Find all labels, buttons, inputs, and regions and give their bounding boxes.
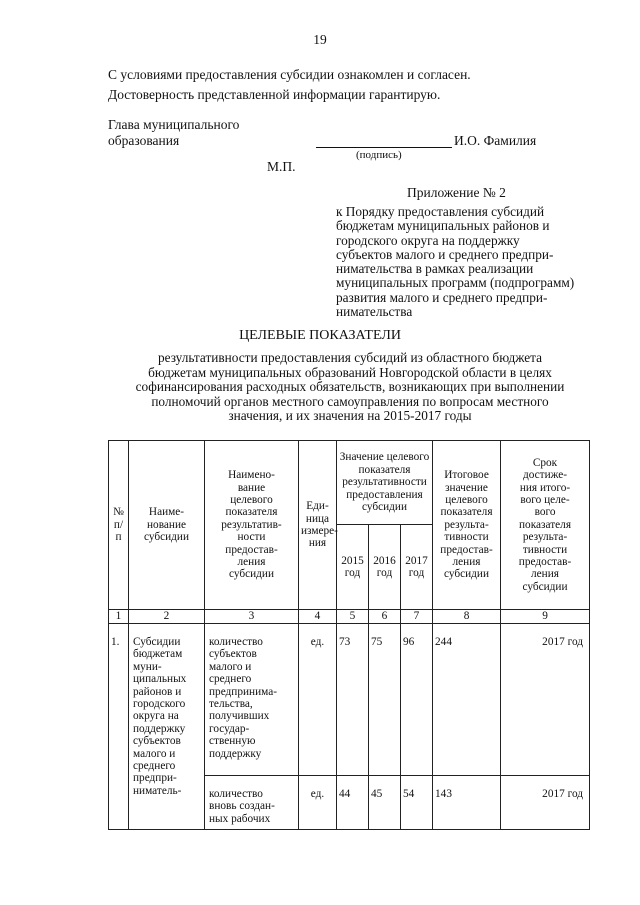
value-2016: 45: [369, 776, 401, 830]
header-text: ния: [308, 537, 327, 550]
cell-text: округа на: [133, 710, 179, 723]
appendix-title: Приложение № 2: [407, 185, 506, 200]
cell-text: среднего: [209, 673, 252, 686]
heading-line: полномочий органов местного самоуправления по вопросам местного: [151, 393, 549, 409]
subsidy-name: [129, 624, 205, 830]
cell-text: малого и: [133, 747, 176, 760]
column-number: 9: [501, 610, 590, 624]
cell-text: субъектов: [209, 648, 257, 661]
cell-text: субъектов: [133, 735, 181, 748]
appendix-line: субъектов малого и среднего предпри-: [336, 246, 554, 262]
cell-text: государ-: [209, 722, 250, 735]
cell-text: поддержку: [209, 747, 262, 760]
header-text: ния итого-: [519, 481, 571, 494]
appendix-line: нимательства: [336, 304, 413, 320]
indicator-name: [205, 776, 299, 830]
indicators-table: [108, 440, 590, 830]
header-text: результативности: [342, 476, 427, 489]
header-value-group: [337, 441, 433, 525]
header-text: год: [344, 567, 361, 579]
header-text: вого целе-: [520, 493, 570, 506]
total-value: 143: [433, 776, 501, 830]
header-text: Наиме-: [148, 506, 185, 519]
column-number: 5: [337, 610, 369, 624]
header-text: ления: [531, 568, 559, 581]
header-text: показателя: [519, 518, 572, 531]
header-unit: [299, 441, 337, 610]
appendix-line: городского округа на поддержку: [336, 232, 520, 248]
cell-text: количество: [209, 636, 263, 648]
cell-text: бюджетам: [133, 648, 183, 661]
column-number: 2: [129, 610, 205, 624]
cell-text: вновь создан-: [209, 800, 275, 813]
cell-text: предпри-: [133, 772, 177, 785]
header-text: субсидии: [228, 568, 274, 581]
header-text: Еди-: [306, 500, 329, 513]
statement-line-1: С условиями предоставления субсидии ознакомлен и согласен.: [108, 67, 471, 82]
stamp-label: М.П.: [267, 159, 296, 174]
header-text: показателя: [440, 506, 493, 519]
unit-cell: ед.: [299, 776, 337, 830]
header-text: субсидии: [522, 580, 568, 593]
heading-line: софинансирования расходных обязательств, возникающих при выполнении: [135, 379, 565, 395]
header-text: тивности: [522, 543, 568, 556]
header-total: [433, 441, 501, 610]
row-number: 1.: [109, 624, 129, 830]
indicator-name: [205, 624, 299, 776]
header-text: предостав-: [225, 543, 278, 556]
appendix-line: к Порядку предоставления субсидий: [336, 204, 545, 219]
column-number: 3: [205, 610, 299, 624]
column-number: 7: [401, 610, 433, 624]
cell-text: районов и: [133, 685, 182, 698]
column-number: 6: [369, 610, 401, 624]
signature-name: И.О. Фамилия: [454, 133, 537, 148]
document-heading: ЦЕЛЕВЫЕ ПОКАЗАТЕЛИ: [239, 328, 401, 343]
unit-cell: ед.: [299, 624, 337, 776]
header-text: результа-: [444, 518, 489, 531]
header-text: 2017: [405, 554, 428, 567]
cell-text: среднего: [133, 760, 176, 773]
cell-text: малого и: [209, 660, 252, 673]
header-text: 2016: [373, 554, 396, 567]
header-text: Наимено-: [228, 469, 275, 482]
header-text: нование: [147, 518, 186, 531]
cell-text: количество: [209, 788, 263, 800]
cell-text: ципальных: [133, 673, 187, 686]
cell-text: ниматель-: [133, 784, 182, 797]
appendix-line: бюджетам муниципальных районов и: [336, 218, 550, 234]
header-text: Срок: [532, 456, 558, 469]
header-text: тивности: [444, 531, 489, 544]
cell-text: муни-: [133, 660, 162, 673]
value-2017: 54: [401, 776, 433, 830]
appendix-text: [336, 205, 574, 319]
header-text: субсидии: [362, 501, 408, 514]
header-text: достиже-: [522, 469, 568, 482]
cell-text: ных рабочих: [209, 812, 271, 825]
cell-text: Субсидии: [133, 636, 181, 648]
header-text: показателя: [358, 463, 411, 476]
heading-subtitle: [0, 351, 640, 424]
header-term: [501, 441, 590, 610]
header-text: показателя: [225, 506, 278, 519]
header-text: субсидии: [143, 531, 189, 544]
cell-text: предпринима-: [209, 685, 277, 698]
value-2016: 75: [369, 624, 401, 776]
header-text: Итоговое: [444, 469, 489, 482]
header-text: результа-: [522, 531, 568, 544]
header-text: 2015: [341, 554, 364, 567]
heading-line: бюджетам муниципальных образований Новгородской области в целях: [148, 364, 552, 380]
appendix-line: развития малого и среднего предпри-: [336, 289, 548, 305]
cell-text: поддержку: [133, 722, 186, 735]
value-2015: 44: [337, 776, 369, 830]
header-text: целевого: [445, 493, 488, 506]
cell-text: тельства,: [209, 698, 253, 711]
term-value: 2017 год: [501, 776, 590, 830]
header-text: №: [113, 506, 124, 519]
header-2015: [337, 525, 369, 610]
header-text: измере-: [301, 525, 338, 537]
header-text: предоставления: [346, 488, 423, 501]
header-subsidy-name: [129, 441, 205, 610]
value-2017: 96: [401, 624, 433, 776]
cell-text: ственную: [209, 735, 256, 748]
header-text: субсидии: [444, 568, 490, 581]
appendix-line: нимательства в рамках реализации: [336, 261, 534, 277]
header-2017: [401, 525, 433, 610]
header-text: ления: [237, 556, 266, 569]
header-text: значение: [445, 481, 488, 494]
value-2015: 73: [337, 624, 369, 776]
header-text: год: [376, 567, 393, 579]
column-number: 4: [299, 610, 337, 624]
signature-role-line-2: образования: [108, 133, 180, 148]
heading-line: значения, и их значения на 2015-2017 годы: [228, 408, 472, 424]
header-2016: [369, 525, 401, 610]
header-text: предостав-: [518, 556, 572, 569]
header-text: вого: [534, 506, 556, 519]
header-text: ница: [305, 512, 330, 525]
header-text: год: [408, 567, 425, 579]
header-text: предостав-: [440, 543, 493, 556]
signature-caption: (подпись): [356, 149, 402, 161]
signature-role-line-1: Глава муниципального: [108, 117, 240, 132]
term-value: 2017 год: [501, 624, 590, 776]
column-number: 1: [109, 610, 129, 624]
header-text: целевого: [230, 493, 273, 506]
cell-text: городского: [133, 698, 186, 711]
cell-text: получивших: [209, 710, 270, 723]
column-number: 8: [433, 610, 501, 624]
header-num: [109, 441, 129, 610]
header-text: Значение целевого: [339, 451, 430, 464]
heading-line: результативности предоставления субсидий из областного бюджета: [157, 350, 543, 365]
header-text: ности: [237, 531, 266, 544]
header-text: вание: [237, 481, 266, 494]
header-text: п/п: [113, 518, 124, 544]
table-row: [109, 624, 590, 776]
header-indicator-name: [205, 441, 299, 610]
statement-line-2: Достоверность представленной информации гарантирую.: [108, 87, 441, 102]
header-text: результатив-: [221, 518, 282, 531]
appendix-line: муниципальных программ (подпрограмм): [336, 275, 575, 291]
page-number: 19: [313, 32, 327, 47]
total-value: 244: [433, 624, 501, 776]
column-number-row: [109, 610, 590, 624]
header-text: ления: [452, 556, 481, 569]
signature-line: [316, 147, 452, 148]
